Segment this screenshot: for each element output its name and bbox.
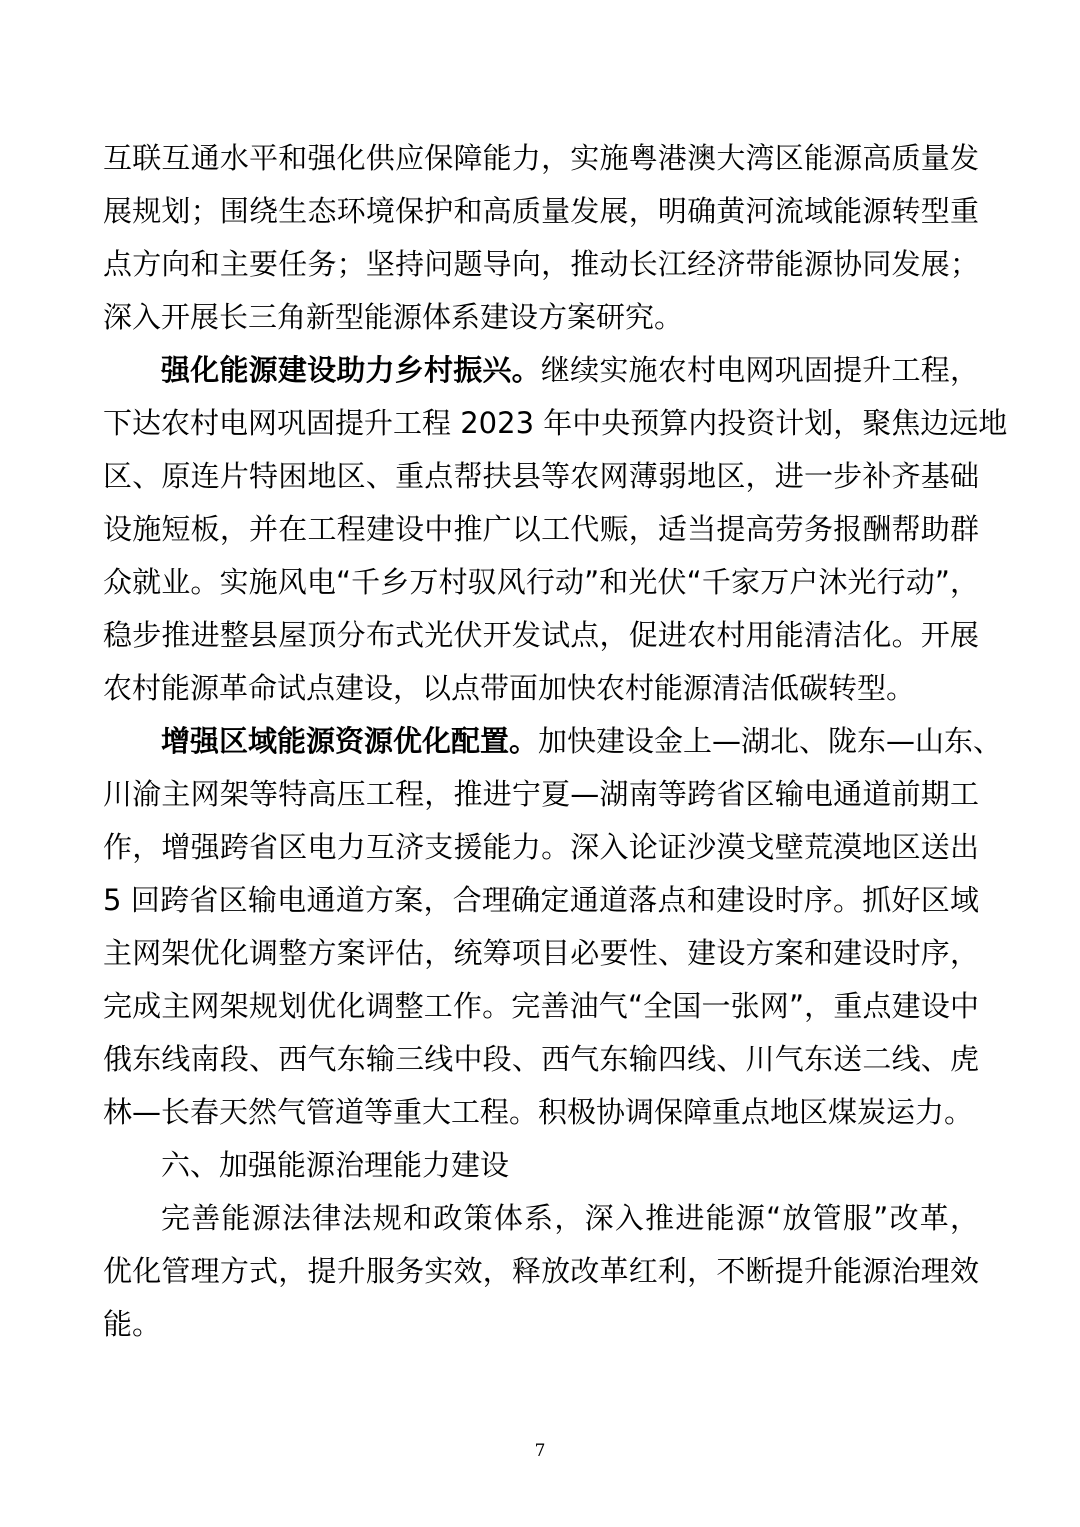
paragraph-line: 作，增强跨省区电力互济支援能力。深入论证沙漠戈壁荒漠地区送出 — [103, 830, 979, 864]
paragraph-first-line: 完善能源法律法规和政策体系，深入推进能源“放管服”改革， — [161, 1201, 979, 1235]
paragraph-line: 农村能源革命试点建设，以点带面加快农村能源清洁低碳转型。 — [103, 671, 916, 705]
paragraph-line: 点方向和主要任务；坚持问题导向，推动长江经济带能源协同发展； — [103, 247, 979, 281]
paragraph-line: 5 回跨省区输电通道方案，合理确定通道落点和建设时序。抓好区域 — [103, 883, 979, 917]
paragraph-line: 完成主网架规划优化调整工作。完善油气“全国一张网”，重点建设中 — [103, 989, 979, 1023]
paragraph-first-line — [103, 715, 1003, 768]
paragraph-line: 区、原连片特困地区、重点帮扶县等农网薄弱地区，进一步补齐基础 — [103, 459, 979, 493]
section-heading: 六、加强能源治理能力建设 — [161, 1148, 510, 1182]
paragraph-line: 下达农村电网巩固提升工程 2023 年中央预算内投资计划，聚焦边远地 — [103, 406, 1008, 440]
page-number: 7 — [534, 1441, 546, 1461]
paragraph-first-line — [103, 344, 979, 397]
paragraph-text: 继续实施农村电网巩固提升工程， — [540, 353, 979, 387]
paragraph-line: 俄东线南段、西气东输三线中段、西气东输四线、川气东送二线、虎 — [103, 1042, 979, 1076]
paragraph-line: 设施短板，并在工程建设中推广以工代赈，适当提高劳务报酬帮助群 — [103, 512, 979, 546]
paragraph-line: 稳步推进整县屋顶分布式光伏开发试点，促进农村用能清洁化。开展 — [103, 618, 979, 652]
paragraph-line: 川渝主网架等特高压工程，推进宁夏—湖南等跨省区输电通道前期工 — [103, 777, 979, 811]
paragraph-line: 互联互通水平和强化供应保障能力，实施粤港澳大湾区能源高质量发 — [103, 141, 979, 175]
paragraph-line: 深入开展长三角新型能源体系建设方案研究。 — [103, 300, 684, 334]
paragraph-heading: 增强区域能源资源优化配置。 — [161, 724, 539, 758]
paragraph-text: 加快建设金上—湖北、陇东—山东、 — [538, 724, 1003, 758]
paragraph-line: 展规划；围绕生态环境保护和高质量发展，明确黄河流域能源转型重 — [103, 194, 979, 228]
paragraph-heading: 强化能源建设助力乡村振兴。 — [161, 353, 541, 387]
document-body — [103, 132, 1008, 1351]
paragraph-line: 众就业。实施风电“千乡万村驭风行动”和光伏“千家万户沐光行动”， — [103, 565, 979, 599]
paragraph-line: 能。 — [103, 1307, 162, 1341]
paragraph-line: 林—长春天然气管道等重大工程。积极协调保障重点地区煤炭运力。 — [103, 1095, 974, 1129]
paragraph-line: 主网架优化调整方案评估，统筹项目必要性、建设方案和建设时序， — [103, 936, 979, 970]
paragraph-line: 优化管理方式，提升服务实效，释放改革红利，不断提升能源治理效 — [103, 1254, 979, 1288]
